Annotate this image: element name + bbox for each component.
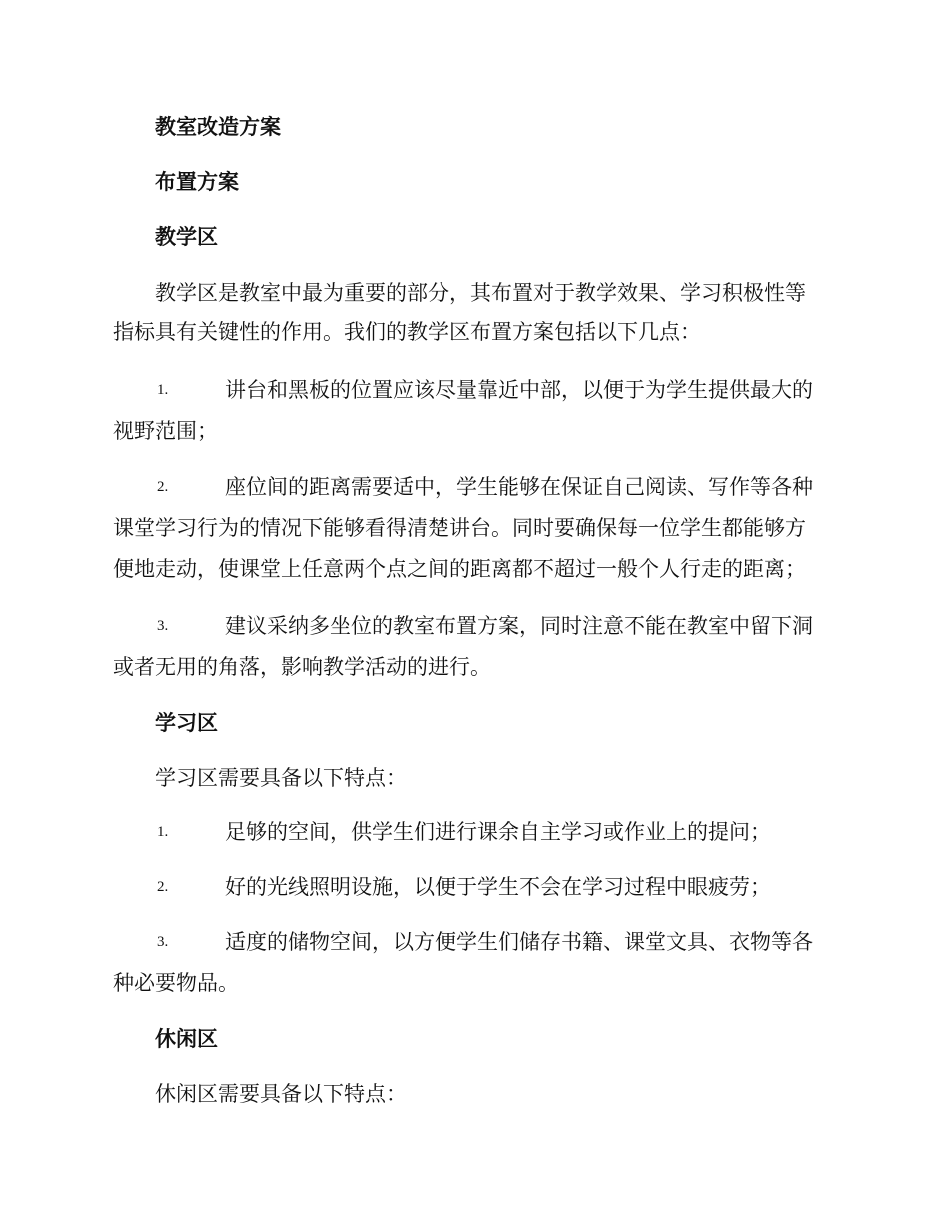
- list-item-number: 3.: [157, 934, 169, 950]
- list-item-number: 3.: [157, 618, 169, 634]
- list-item-number: 1.: [157, 824, 169, 840]
- paragraph-line: 学习区需要具备以下特点：: [155, 766, 407, 790]
- list-item-line: 好的光线照明设施，以便于学生不会在学习过程中眼疲劳；: [225, 875, 771, 899]
- list-item-line: 或者无用的角落，影响教学活动的进行。: [113, 655, 491, 679]
- list-item-line: 视野范围；: [113, 419, 218, 443]
- list-item-line: 座位间的距离需要适中，学生能够在保证自己阅读、写作等各种: [225, 475, 813, 499]
- subsection-heading-study: 学习区: [155, 711, 218, 735]
- list-item-line: 便地走动，使课堂上任意两个点之间的距离都不超过一般个人行走的距离；: [113, 557, 806, 581]
- list-item-line: 足够的空间，供学生们进行课余自主学习或作业上的提问；: [225, 820, 771, 844]
- list-item-line: 建议采纳多坐位的教室布置方案，同时注意不能在教室中留下洞: [225, 614, 813, 638]
- paragraph-line: 指标具有关键性的作用。我们的教学区布置方案包括以下几点：: [113, 320, 701, 344]
- list-item-number: 2.: [157, 879, 169, 895]
- section-heading-layout: 布置方案: [155, 170, 239, 194]
- list-item-line: 种必要物品。: [113, 971, 239, 995]
- document-title: 教室改造方案: [155, 115, 281, 139]
- list-item-line: 讲台和黑板的位置应该尽量靠近中部，以便于为学生提供最大的: [225, 378, 813, 402]
- list-item-line: 适度的储物空间，以方便学生们储存书籍、课堂文具、衣物等各: [225, 930, 813, 954]
- paragraph-line: 休闲区需要具备以下特点：: [155, 1082, 407, 1106]
- paragraph-line: 教学区是教室中最为重要的部分，其布置对于教学效果、学习积极性等: [155, 281, 806, 305]
- subsection-heading-leisure: 休闲区: [155, 1027, 218, 1051]
- list-item-number: 1.: [157, 382, 169, 398]
- subsection-heading-teaching: 教学区: [155, 225, 218, 249]
- list-item-line: 课堂学习行为的情况下能够看得清楚讲台。同时要确保每一位学生都能够方: [113, 516, 806, 540]
- list-item-number: 2.: [157, 479, 169, 495]
